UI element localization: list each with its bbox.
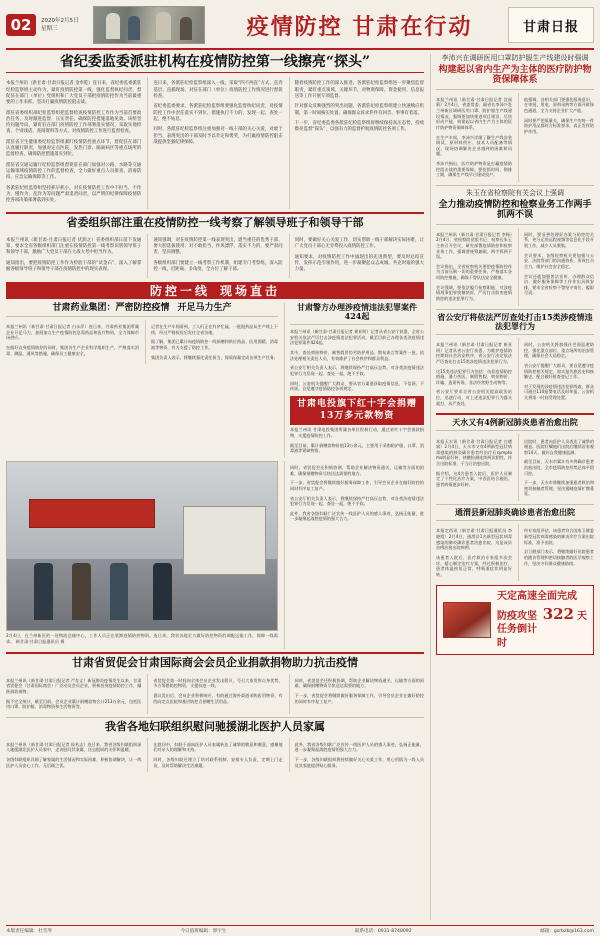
divider bbox=[436, 185, 594, 186]
paragraph: 同时要严把质量关，确保生产的每一件防护用品都符合标准要求，真正发挥防护作用。 bbox=[524, 117, 594, 134]
paragraph: 倡议发出后，会员企业积极响应，有的通过海外渠道采购医用物资，有的向定点医院和基层防控点捐赠生活用品。 bbox=[153, 693, 283, 704]
date-block bbox=[41, 17, 93, 33]
article-column bbox=[147, 234, 282, 278]
paragraph: 通知强调，对在疫情防控第一线表现突出、堪当重任的优秀干部，要大胆选拔使用；对不敢担当、作风漂浮、落实不力的，要严肃问责、坚决调整。 bbox=[153, 237, 283, 256]
left-region bbox=[6, 54, 424, 920]
paragraph: 连日来，各派驻纪检监察组深入一线，采取“四不两直”方式，直奔基层、直插现场，对驻在部门（单位）疫情防控工作情况进行督促检查。 bbox=[153, 81, 283, 99]
article-tianshui-recovered bbox=[436, 418, 594, 501]
paragraph: 省贸促会第一时间向全体会员企业发出倡议，号召大家发挥自身优势，多方筹措防控物资，支援抗疫一线。 bbox=[153, 677, 283, 689]
paragraph: 本报兰州讯（新甘肃·甘肃日报记者 伏润之）省委组织部日前下发通知，要求全省各级组织部门注重在疫情防控第一线考察识别领导班子和领导干部，激励广大党员干部在大战大考中担当作为。 bbox=[6, 237, 142, 256]
banner-left-text: 防控一线 bbox=[149, 283, 210, 298]
promo-countdown-box bbox=[436, 585, 594, 655]
sidebar-filler-column bbox=[284, 461, 424, 649]
divider bbox=[436, 504, 594, 505]
paragraph: 本报兰州讯（新甘肃·甘肃日报记者 金奉乾）连日来，省纪委监委派驻纪检监察组主动作为，紧盯疫情防控第一线，强化监督执纪问责，督促驻在部门（单位）党组织和广大党员干部把疫情防控作为当前最重要的工作来抓，坚决打赢疫情防控阻击战。 bbox=[6, 81, 142, 106]
article-column bbox=[147, 738, 282, 773]
paragraph: 派驻省卫生健康委纪检监察组紧盯疫情防控重点环节，督促驻在部门认真履行职责，加强对定点医院、发热门诊、隔离病区等重点场所的监督检查，确保防控措施落实到位。 bbox=[6, 139, 142, 158]
paragraph: 各级妇联组织详细了解家属的生活情况和实际困难，积极协调解决，让一线医护人员安心工作、无后顾之忧。 bbox=[6, 756, 142, 768]
paragraph: 会议要求，各级检察机关要加强与公安、法院等部门的沟通协作，形成打击合力，维护社会安全稳定。 bbox=[524, 252, 594, 269]
headline: 天水又有4例新冠肺炎患者治愈出院 bbox=[452, 417, 578, 428]
paragraph: 针对群众反映强烈的突出问题，各派驻纪检监察组建立快速响应机制，第一时间核实处置，确保群众诉求件件有回音、事事有着落。 bbox=[294, 104, 424, 116]
divider bbox=[436, 413, 594, 415]
paragraph: 该患者入院后，医疗救治专家组多次会诊，精心制定治疗方案，经过积极治疗，患者体温恢复正常，呼吸道症状明显好转。 bbox=[436, 554, 512, 577]
promo-line-1: 天定高速全面完成 bbox=[497, 591, 577, 603]
promo-unit: 天 bbox=[577, 610, 587, 622]
headline: 全力推动疫情防控和检察业务工作两手抓两不误 bbox=[438, 199, 592, 221]
paragraph: 省公安厅相关负责人表示，将继续保持严打高压态势，对各类涉疫情违法犯罪行为发现一起、查处一起，绝不手软。 bbox=[289, 495, 424, 507]
article-column bbox=[436, 434, 512, 501]
article-column bbox=[289, 77, 424, 209]
date-line-1: 2020年2月5日 bbox=[41, 18, 79, 24]
paragraph: 其中，查处哄抬物价、制售假冒伪劣防护用品、散布谣言等案件一批，依法处理相关责任人员，有效维护了社会秩序和群众利益。 bbox=[289, 350, 424, 361]
news-photo bbox=[6, 461, 278, 631]
promo-photo bbox=[443, 602, 491, 638]
article-column bbox=[6, 320, 139, 364]
paragraph: 本报兰州讯（新甘肃·甘肃日报记者 沈丽莉）2月4日，省委常委、副省长李沛兴赴兰州新区调研医用口罩、防护服生产线建设情况，强调要加快推进项目建设，尽快形成产能，构建起以省内生产为主体的医疗防护物资保障体系。 bbox=[436, 96, 512, 130]
page-content bbox=[6, 54, 594, 920]
paragraph: 下一步，省贸促会将继续做好服务保障工作，引导会员企业在做好防控的同时有序复工复产。 bbox=[294, 693, 424, 704]
paragraph: 省公安厅提醒广大群众，要自觉遵守疫情防控相关规定，如实报告旅居史和接触史，配合做好排查登记工作。 bbox=[524, 362, 594, 380]
paragraph: 截至目前，天水市累计有多例确诊患者治愈出院，全市疫情防控形势总体平稳可控。 bbox=[524, 459, 594, 476]
paragraph: 同时，省贸促会还积极协调，帮助企业解决物资通关、运输等方面的困难，确保捐赠物资尽快送达需要的地方。 bbox=[294, 677, 424, 689]
paragraph: 记者在生产车间看到，工人们正在有序忙碌，一批批药品从生产线上下线，经过严格检验后发往全省各地。 bbox=[150, 324, 278, 335]
article-pharma-group bbox=[6, 303, 278, 458]
page-number-badge: 02 bbox=[6, 14, 36, 36]
paragraph: 随着疫情防控工作的深入推进，各派驻纪检监察组进一步聚焦监督职责，紧盯重点领域、关键环节，对物资保障、资金使用、信息报送等工作开展专项监督。 bbox=[294, 81, 424, 99]
kicker: 李沛兴在调研医用口罩防护服生产线建设时强调 bbox=[441, 54, 589, 62]
paragraph: 省公安厅相关负责人表示，将继续保持严打高压态势，对各类涉疫情违法犯罪行为发现一起、查处一起，绝不手软。 bbox=[289, 365, 424, 376]
promo-text bbox=[497, 590, 587, 650]
footer-duty-editor: 今日值班编辑：郭宇生 bbox=[180, 929, 227, 934]
article-column bbox=[436, 524, 512, 581]
page-title: 疫情防控 甘肃在行动 bbox=[246, 13, 473, 40]
newspaper-logo: 甘肃日报 bbox=[508, 7, 594, 43]
kicker: 朱玉在省检察院有关会议上强调 bbox=[466, 188, 564, 197]
paragraph: 各级组织部门要建立一线考察工作机制，组建专门考察组，深入防控一线，近距离、多角度、全方位了解干部。 bbox=[153, 260, 283, 273]
article-column bbox=[6, 77, 141, 209]
article-column bbox=[436, 338, 512, 410]
paragraph: 会议强调，要依法履行检察职能，对涉疫情刑事犯罪快捕快诉，严厉打击妨害疫情防控的违法犯罪行为。 bbox=[436, 284, 512, 301]
headline: 通渭县新冠肺炎确诊患者治愈出院 bbox=[455, 507, 575, 518]
paragraph: 本报定西讯（新甘肃·甘肃日报通讯员 李晓霞）2月4日，通渭县1名新型冠状病毒感染的肺炎确诊患者治愈出院，这是该县首例治愈出院病例。 bbox=[436, 528, 512, 551]
article-womens-federation bbox=[6, 721, 424, 772]
article-column bbox=[6, 738, 141, 773]
headline: 构建起以省内生产为主体的医疗防护物资保障体系 bbox=[438, 65, 592, 86]
paragraph: 李沛兴指出，医疗防护物资是打赢疫情防控阻击战的重要保障。要抢抓时间、倒排工期，确保生产线早日建成投产。 bbox=[436, 161, 512, 178]
divider bbox=[6, 717, 424, 718]
paragraph: 在慰问中，妇联干部向医护人员家属转达了诚挚的敬意和谢意，感谢他们对亲人的理解和支持。 bbox=[153, 741, 283, 753]
paragraph: 本报兰州讯 甘肃电投集团所属各单位积极行动，通过省红十字会捐款捐物，支援疫情防控工作。 bbox=[289, 427, 424, 438]
paragraph: 本报兰州讯（新甘肃·甘肃日报记者 崔亚明）记者从省公安厅获悉，全省公安机关依法严厉打击涉疫情违法犯罪活动，截至目前已办理各类涉疫情违法犯罪案件424起。 bbox=[289, 329, 424, 346]
paragraph: 在做好自身疫情防控的同时，集团各生产企业科学组织生产，严格落实消毒、测温、通风等措施，确保员工健康安全。 bbox=[6, 345, 139, 356]
paragraph: 同时，省贸促会还积极协调，帮助企业解决物资通关、运输等方面的困难，确保捐赠物资尽快送达需要的地方。 bbox=[289, 464, 424, 476]
article-column bbox=[436, 93, 512, 182]
paragraph: 会议还就加强普法宣传、办理群众信访、做好服务保障等工作作出具体安排，要求全省检察干警坚守岗位、履职尽责。 bbox=[524, 273, 594, 296]
paragraph: 本报兰州讯（新甘肃·甘肃日报记者 白永萍）连日来，甘肃药业集团所属企业开足马力，加班加点生产疫情防控急需药品和医疗物资，全力保障市场供应。 bbox=[6, 324, 139, 341]
headline-left: 甘肃药业集团：严密防控疫情 bbox=[52, 302, 170, 313]
paragraph: 此外，我省各级妇联广泛宣传一线医护人员的感人事迹，弘扬正能量，进一步凝聚起战胜疫情的强大合力。 bbox=[294, 741, 424, 753]
headline: 省公安厅将依法严厉查处打击15类涉疫情违法犯罪行为 bbox=[437, 311, 593, 331]
banner-right-text: 现场直击 bbox=[220, 283, 281, 298]
paragraph: 省纪委监委要求，各派驻纪检监察组要强化监督执纪问责，对疫情防控工作中责任落实不到位、措施执行不力的，发现一起、查处一起，绝不姑息。 bbox=[153, 104, 283, 122]
article-trade-promotion bbox=[6, 657, 424, 714]
article-public-security-15 bbox=[436, 313, 594, 411]
masthead bbox=[6, 4, 594, 50]
divider bbox=[6, 212, 424, 214]
article-column bbox=[145, 320, 278, 364]
paragraph: 本报兰州讯（新甘肃·甘肃日报记者 严存义）新冠肺炎疫情发生以来，甘肃省贸促会（甘肃国际商会）广泛动员会员企业，积极投身疫情防控工作，踊跃捐款捐物。 bbox=[6, 677, 142, 694]
article-li-peixing bbox=[436, 54, 594, 182]
paragraph: 同时，各派驻纪检监察组注重加强对一线干部的关心关爱，对敢于担当、表现突出的干部及时予以肯定和褒奖，为打赢疫情防控阻击战提供坚强纪律保障。 bbox=[153, 127, 283, 145]
article-provincial-discipline bbox=[6, 54, 424, 209]
paragraph: 在生产车间，李沛兴详细了解生产线安装调试、原材料供应、技术人员配备等情况，现场协调解决企业遇到的困难和问题。 bbox=[436, 134, 512, 157]
paragraph: 县卫健部门表示，将继续做好出院患者的随访管理和密切接触者的医学观察工作，坚决守好群众健康防线。 bbox=[524, 549, 594, 566]
headline: 我省各地妇联组织慰问驰援湖北医护人员家属 bbox=[105, 719, 325, 733]
article-police-cases bbox=[284, 303, 424, 458]
date-line-2: 星期三 bbox=[41, 26, 58, 32]
paragraph: 本报天水讯（新甘肃·甘肃日报记者 白德斌）2月4日，天水市又有4例新型冠状病毒感染的肺炎确诊患者经治疗后symptoms明显好转，核酸检测连续两次阴性，符合出院标准，于当日治愈出院。 bbox=[436, 438, 512, 466]
article-column bbox=[518, 434, 594, 501]
paragraph: 本报兰州讯（新甘肃·甘肃日报记者 崔亚明）记者从省公安厅获悉，为维护疫情防控期间社会治安秩序，省公安厅决定依法严厉查处打击15类涉疫情违法犯罪行为。 bbox=[436, 342, 512, 364]
paragraph: 下一步，各级妇联组织将持续做好关心关爱工作，用心用情为一线人员及其家庭提供贴心服务。 bbox=[294, 756, 424, 768]
article-tongwei-recovered bbox=[436, 508, 594, 581]
paragraph: 出院时，患者向医护人员表达了诚挚的谢意。医院叮嘱他们出院后继续居家观察14天，做好自我健康监测。 bbox=[524, 438, 594, 455]
article-column bbox=[289, 674, 424, 714]
headline-right: 开足马力生产 bbox=[177, 302, 232, 313]
paragraph: 集团负责人表示，将继续强化责任担当，保质保量完成各项生产任务。 bbox=[150, 354, 278, 360]
photo-caption: 2月4日，在兰州新区的一处物流仓储中心，工作人员正在装卸疫情防控物资。连日来，我省各地全力做好防控物资的调配运输工作，保障一线需求。 新甘肃·甘肃日报通讯员 摄 bbox=[6, 632, 278, 644]
article-column bbox=[6, 234, 141, 278]
paragraph: 本报兰州讯（新甘肃·甘肃日报记者 李杨）2月4日，省检察院党组书记、检察长朱玉主持召开会议，研究部署疫情防控和检察业务工作，强调要统筹兼顾、两手抓两不误。 bbox=[436, 231, 512, 260]
paragraph: 通知指出，要把疫情防控工作作为检验干部的“试金石”，深入了解掌握各级领导班子和领导干部在疫情防控中的现实表现。 bbox=[6, 260, 142, 273]
paragraph: 派驻省委组织部纪检监察组把监督检查疫情防控工作作为当前首要政治任务，及时跟进监督，压实责任，确保防控措施落地见效。该组坚持问题导向，紧盯驻在部门疫情防控工作部署落实情况，采取实地检查、个别谈话、查阅资料等方式，对疫情防控工作进行监督检查。 bbox=[6, 110, 142, 135]
right-region bbox=[430, 54, 594, 920]
paragraph: 截至目前，累计捐赠款物价值13万余元，主要用于采购防护服、口罩、消毒液等紧缺物资。 bbox=[289, 442, 424, 454]
headline: 甘肃省贸促会甘肃国际商会会员企业捐款捐物助力抗击疫情 bbox=[72, 656, 358, 670]
paragraph: 据不完全统计，截至目前，会员企业累计捐赠款物合计213万余元，包括医用口罩、防护服、消毒物资和生活物资等。 bbox=[6, 698, 142, 710]
footer-phone: 联系电话：0931-8748092 bbox=[354, 929, 412, 934]
paragraph: 会议指出，全省检察机关要把疫情防控作为当前压倒一切的重要任务，严格落实各项防控措施，确保干警队伍安全健康。 bbox=[436, 263, 512, 280]
divider bbox=[6, 652, 424, 654]
paragraph: 各派驻纪检监察组坚持抓早抓小，对在疫情防控工作中不担当、不作为、慢作为、乱作为等问题严肃追责问责，以严明的纪律保障疫情防控各项决策部署落到实处。 bbox=[6, 185, 142, 204]
masthead-photo bbox=[93, 6, 205, 44]
paragraph: 同时，要做好关心关爱工作，切实帮助一线干部解决实际困难，让广大党员干部心无旁骛投入疫情防控工作。 bbox=[294, 237, 424, 250]
article-column bbox=[436, 228, 512, 306]
page-footer bbox=[6, 925, 594, 934]
promo-line-2: 防疫攻坚任务倒计时 bbox=[497, 610, 537, 649]
headline: 省纪委监委派驻机构在疫情防控第一线擦亮“探头” bbox=[6, 54, 424, 73]
article-column bbox=[147, 77, 282, 209]
paragraph: 同时，要妥善处理好办案与防控的关系，充分运用远程视频等信息化手段开展工作，减少人员聚集。 bbox=[524, 231, 594, 248]
article-column bbox=[518, 93, 594, 182]
paragraph: 省公安厅要求全省公安机关提高政治站位，迅速行动，对上述违法犯罪行为露头就打、从严查处。 bbox=[436, 389, 512, 406]
paragraph: 下一步，天水市将继续加强患者救治和密切接触者管理，坚决遏制疫情扩散蔓延。 bbox=[524, 480, 594, 497]
paragraph: 此外，我省各级妇联广泛宣传一线医护人员的感人事迹，弘扬正能量，进一步凝聚起战胜疫情的强大合力。 bbox=[289, 510, 424, 522]
headline: 甘肃警方办理涉疫情违法犯罪案件424起 bbox=[296, 301, 417, 321]
headline: 省委组织部注重在疫情防控一线考察了解领导班子和领导干部 bbox=[66, 215, 364, 229]
article-column bbox=[6, 674, 141, 714]
paragraph: 下一步，省纪委监委各派驻纪检监察组将继续保持高压态势，持续擦亮监督“探头”，以强有力的监督护航疫情防控各项工作。 bbox=[294, 121, 424, 133]
paragraph: 经专家组评估，该患者符合国家卫健委新型冠状病毒感染的肺炎诊疗方案出院标准，准予出院。 bbox=[524, 528, 594, 545]
donation-ribbon: 甘肃电投旗下红十字会捐赠13万多元款物资 bbox=[290, 396, 424, 425]
sub-story-row bbox=[6, 303, 424, 458]
footer-mail: 邮箱：gsrbzb@163.com bbox=[540, 929, 594, 934]
article-column bbox=[289, 738, 424, 773]
article-zhu-yu bbox=[436, 189, 594, 306]
section-banner bbox=[6, 282, 424, 299]
paragraph: 通知要求，对疫情防控工作中涌现出的先进典型，要及时总结宣传，发挥示范引领作用，进一步凝聚起众志成城、共克时艰的强大力量。 bbox=[294, 254, 424, 273]
paragraph: 本报兰州讯（新甘肃·甘肃日报记者 侯若志）连日来，我省各级妇联组织深入驰援湖北医护人员家中，走访慰问其家属，送去组织的关怀和温暖。 bbox=[6, 741, 142, 753]
divider bbox=[436, 309, 594, 310]
footer-editor: 本版责任编辑：杜雪琴 bbox=[6, 929, 52, 934]
paragraph: 派驻省交通运输厅纪检监察组督促驻在部门加强对公路、水路等交通运输领域疫情防控工作的监督检查，全力做好重点人员排查、消毒防疫、应急运输保障等工作。 bbox=[6, 162, 142, 181]
paragraph: 对于发现的涉疫情违法犯罪线索，群众可通过110报警电话及时举报，公安机关将第一时间受理处置。 bbox=[524, 383, 594, 400]
article-column bbox=[518, 524, 594, 581]
paragraph: 他强调，各相关部门要强化服务意识，在审批、用电、原料采购等方面开辟绿色通道，全力支持企业扩大产能。 bbox=[524, 96, 594, 114]
paragraph: 同时，各级妇联还建立了结对联系机制，安排专人负责，定期上门走访，及时帮助解决生活难题。 bbox=[153, 756, 283, 768]
paragraph: 同时，公安机关将加强社会面巡逻防控，强化重点部位、重点场所的治安管理，确保社会大局稳定。 bbox=[524, 342, 594, 359]
photo-block bbox=[6, 461, 424, 649]
paragraph: 同时，公安机关提醒广大群众，要从官方渠道获取疫情信息，不信谣、不传谣，自觉遵守疫情防控各项规定。 bbox=[289, 380, 424, 392]
paragraph: 这15类违法犯罪行为包括：抗拒疫情防控措施、暴力伤医、制假售假、哄抬物价、诈骗、造谣传谣、非法经营野生动物等。 bbox=[436, 368, 512, 385]
paragraph: 据了解，集团已累计向疫情防控一线捐赠和供应药品、医用酒精、消毒液等物资，有力支援了防控工作。 bbox=[150, 339, 278, 351]
paragraph: 下一步，省贸促会将继续做好服务保障工作，引导会员企业在做好防控的同时有序复工复产。 bbox=[289, 480, 424, 491]
article-column bbox=[518, 338, 594, 410]
article-column bbox=[147, 674, 282, 714]
article-column bbox=[518, 228, 594, 306]
paragraph: 据介绍，这4名患者入院后，医护人员制定了个性化治疗方案，中西医结合施治，患者病情逐步好转。 bbox=[436, 470, 512, 487]
article-column bbox=[289, 234, 424, 278]
article-organization-dept bbox=[6, 217, 424, 278]
promo-number: 322 bbox=[542, 604, 574, 623]
